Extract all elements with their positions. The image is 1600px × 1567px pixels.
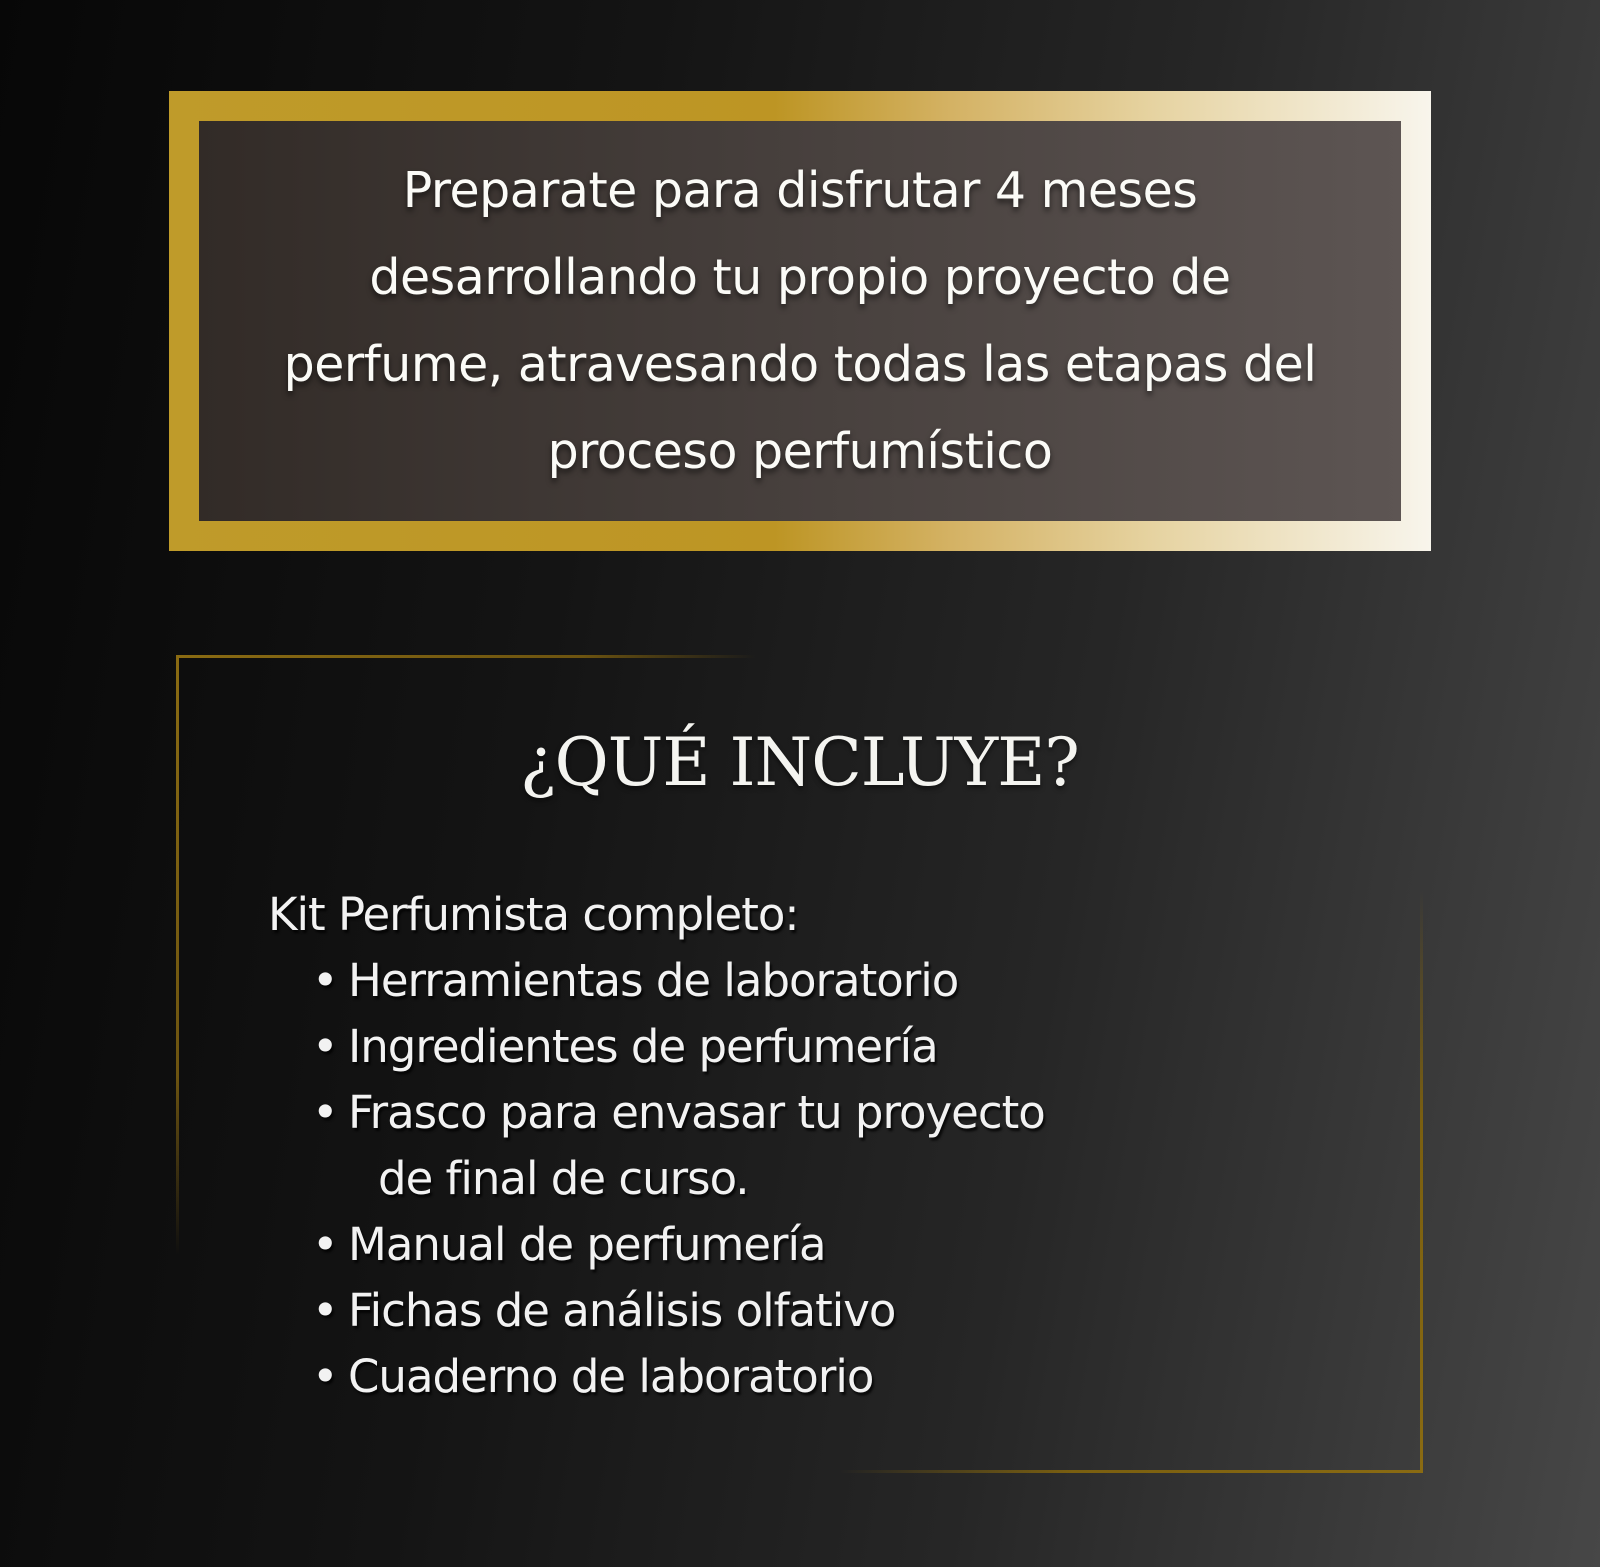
list-item — [268, 1278, 1168, 1344]
banner-line: proceso perfumístico — [547, 423, 1053, 480]
banner-line: desarrollando tu propio proyecto de — [369, 249, 1231, 306]
bullet: • — [312, 1350, 338, 1403]
list-item-text: Cuaderno de laboratorio — [348, 1350, 874, 1403]
banner-text — [240, 147, 1360, 495]
list-item-text: Frasco para envasar tu proyecto — [348, 1086, 1045, 1139]
bullet: • — [312, 1086, 338, 1139]
frame-line-top — [176, 655, 756, 658]
bullet: • — [312, 1020, 338, 1073]
bullet: • — [312, 1218, 338, 1271]
section-heading: ¿QUÉ INCLUYE? — [520, 724, 1079, 801]
list-item-text: Ingredientes de perfumería — [348, 1020, 938, 1073]
list-item — [268, 1080, 1168, 1212]
bullet: • — [312, 1284, 338, 1337]
list-item-text: Herramientas de laboratorio — [348, 954, 959, 1007]
banner-line: perfume, atravesando todas las etapas del — [283, 336, 1317, 393]
list-item-text: Fichas de análisis olfativo — [348, 1284, 896, 1337]
frame-line-right — [1420, 890, 1423, 1472]
list-item-text-continued: de final de curso. — [378, 1152, 749, 1205]
list-item — [268, 1014, 1168, 1080]
kit-title: Kit Perfumista completo: — [268, 888, 799, 941]
banner-line: Preparate para disfrutar 4 meses — [402, 162, 1198, 219]
list-item — [268, 948, 1168, 1014]
list-item-text: Manual de perfumería — [348, 1218, 826, 1271]
kit-block — [268, 882, 1168, 1410]
banner-frame — [169, 91, 1431, 551]
list-item — [268, 1212, 1168, 1278]
banner-panel — [199, 121, 1401, 521]
kit-list — [268, 948, 1168, 1410]
bullet: • — [312, 954, 338, 1007]
list-item — [268, 1344, 1168, 1410]
frame-line-bottom — [840, 1470, 1423, 1473]
